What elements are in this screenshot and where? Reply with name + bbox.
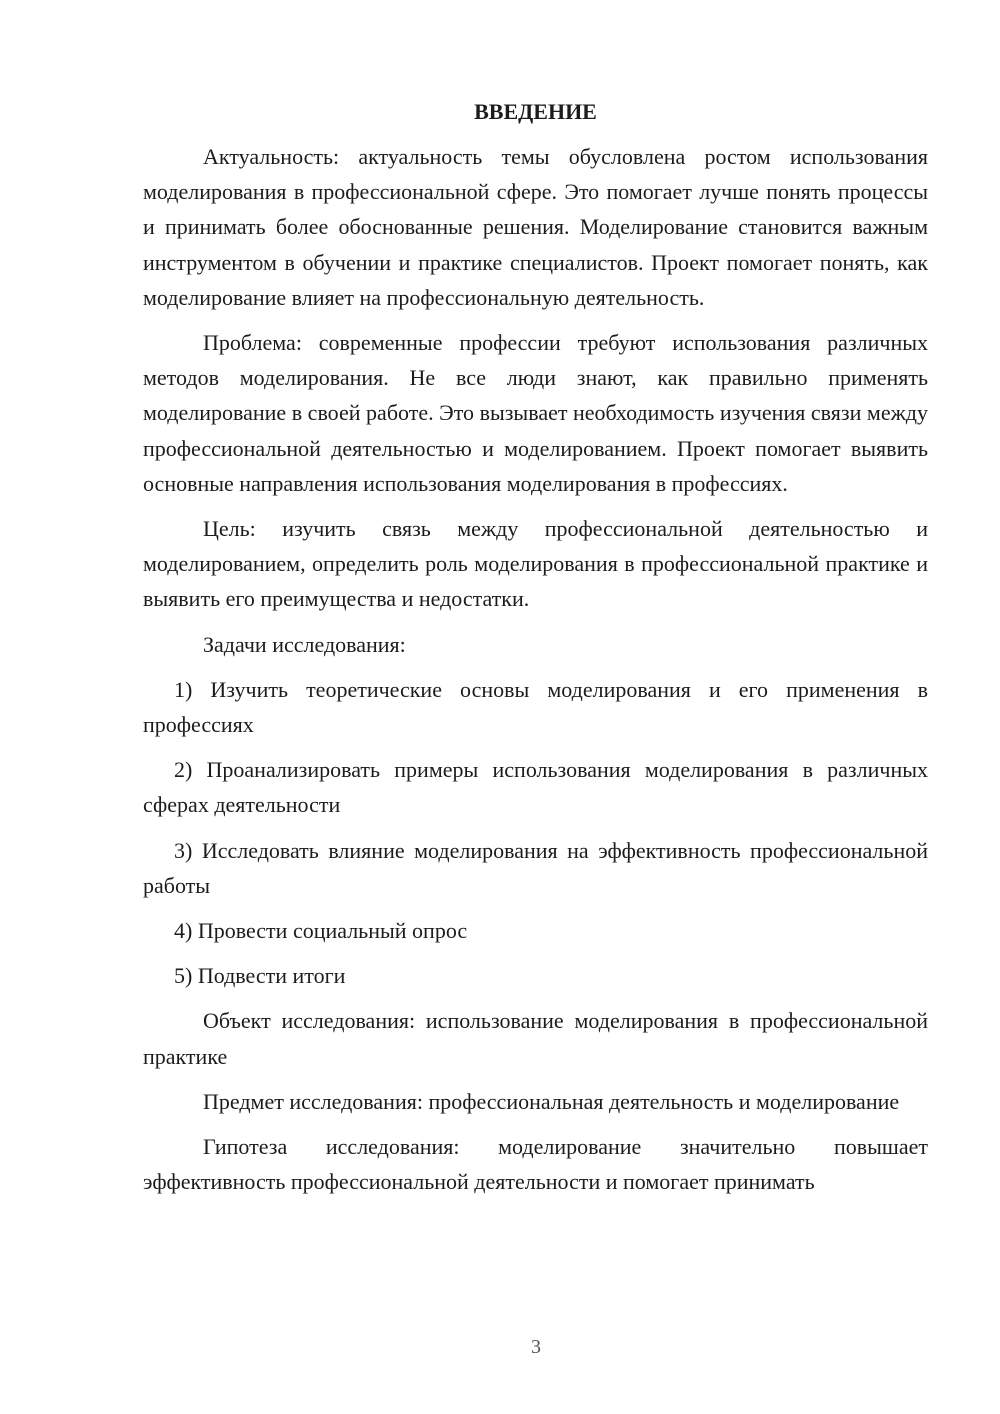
hypothesis-paragraph: Гипотеза исследования: моделирование значительно повышает эффективность профессиональной деятельности и помогает принимать (143, 1134, 928, 1195)
task-item-1: 1) Изучить теоретические основы моделирования и его применения в профессиях (143, 676, 928, 738)
relevance-paragraph: Актуальность: актуальность темы обусловлена ростом использования моделирования в профессиональной сфере. Это помогает лучше понять процессы и принимать более обоснованные решения. Моделирование становится важным инструментом в обучении и практике специалистов. Проект помогает понять, как моделирование влияет на профессиональную деятельность. (143, 144, 928, 310)
problem-paragraph: Проблема: современные профессии требуют использования различных методов моделирования. Не все люди знают, как правильно применять моделирование в своей работе. Это вызывает необходимость изучения связи между профессиональной деятельностью и моделированием. Проект помогает выявить основные направления использования моделирования в профессиях. (143, 330, 928, 496)
section-title: ВВЕДЕНИЕ (474, 99, 597, 124)
task-item-5: 5) Подвести итоги (174, 963, 346, 989)
task-item-4: 4) Провести социальный опрос (174, 918, 468, 944)
document-page (143, 94, 928, 1209)
task-item-2: 2) Проанализировать примеры использования моделирования в различных сферах деятельности (143, 757, 928, 818)
goal-paragraph: Цель: изучить связь между профессиональной деятельностью и моделированием, определить роль моделирования в профессиональной практике и выявить его преимущества и недостатки. (143, 516, 928, 612)
task-item-3: 3) Исследовать влияние моделирования на эффективность профессиональной работы (143, 837, 928, 898)
object-paragraph: Объект исследования: использование моделирования в профессиональной практике (143, 1008, 928, 1069)
tasks-heading: Задачи исследования: (203, 631, 406, 657)
subject-paragraph: Предмет исследования: профессиональная деятельность и моделирование (203, 1088, 900, 1114)
page-number: 3 (531, 1336, 541, 1358)
